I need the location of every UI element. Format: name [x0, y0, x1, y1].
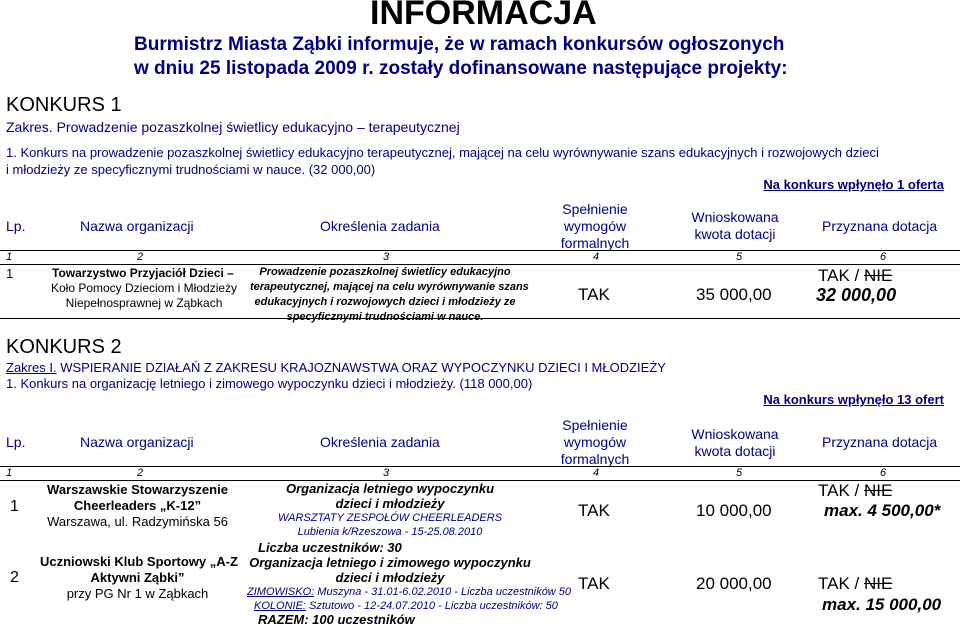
table2-header-org: Nazwa organizacji [80, 434, 194, 450]
header-line-1: Burmistrz Miasta Ząbki informuje, że w ramach konkursów ogłoszonych [134, 34, 785, 55]
table2-row1-no: NIE [863, 481, 893, 500]
table1-header-requested-2: kwota dotacji [694, 226, 776, 242]
table2-row2-task-line-4 [254, 600, 558, 612]
table2-row2-yesno [818, 574, 892, 594]
table2-header-formal-2: wymogów [563, 434, 627, 450]
table2-header-requested-1: Wnioskowana [691, 426, 779, 442]
table2-row1-org-line-2: Cheerleaders „K-12” [73, 498, 202, 513]
table1-rule-bottom [0, 318, 960, 319]
table2-row1-task-line-3: WARSZTATY ZESPOŁÓW CHEERLEADERS [277, 512, 503, 524]
table1-header-formal-3: formalnych [560, 235, 630, 251]
table1-row-yesno [818, 266, 892, 286]
table2-colnum-6: 6 [880, 467, 887, 479]
table2-colnum-2: 2 [137, 467, 144, 479]
konkurs-1-zakres: Zakres. Prowadzenie pozaszkolnej świetlicy edukacyjno – terapeutycznej [6, 119, 460, 135]
table1-header-org: Nazwa organizacji [80, 218, 194, 234]
table2-row1-org-line-3: Warszawa, ul. Radzymińska 56 [47, 514, 228, 529]
table2-row1-task-line-2: dzieci i młodzieży [335, 496, 445, 511]
table2-header-formal-1: Spełnienie [562, 417, 628, 433]
table2-row2-task-line-3-text: Muszyna - 31.01-6.02.2010 - Liczba uczestników 50 [314, 586, 572, 598]
table1-colnum-1: 1 [6, 251, 13, 263]
table2-header-requested-2: kwota dotacji [694, 443, 776, 459]
table2-row1-formal: TAK [578, 501, 610, 520]
konkurs-1-description-1: 1. Konkurs na prowadzenie pozaszkolnej świetlicy edukacyjno terapeutycznej, mającej na celu wyrównywanie szans edukacyjnych i rozwojowych dzieci [6, 145, 879, 160]
table2-row2-formal: TAK [578, 574, 610, 593]
table1-header-task: Określenia zadania [320, 218, 440, 234]
page-title: INFORMACJA [370, 0, 597, 32]
table1-colnum-6: 6 [880, 251, 887, 263]
table2-row2-task-line-1: Organizacja letniego i zimowego wypoczynku [249, 555, 531, 570]
table2-colnum-3: 3 [383, 467, 390, 479]
table2-row2-lp: 2 [10, 569, 19, 586]
table1-colnum-5: 5 [736, 251, 743, 263]
table1-header-granted: Przyznana dotacja [822, 218, 938, 234]
table2-row2-requested: 20 000,00 [696, 574, 772, 593]
table2-row2-yes: TAK / [818, 574, 864, 593]
table2-row1-yes: TAK / [818, 481, 864, 500]
table2-row2-task-line-3 [247, 586, 571, 598]
table1-header-lp: Lp. [6, 218, 26, 234]
table1-row-task-line-4: specyficznymi trudnościami w nauce. [286, 311, 484, 323]
konkurs-2-zakres-text: WSPIERANIE DZIAŁAŃ Z ZAKRESU KRAJOZNAWSTWA ORAZ WYPOCZYNKU DZIECI I MŁODZIEŻY [56, 360, 666, 375]
table2-header-task: Określenia zadania [320, 434, 440, 450]
konkurs-1-heading: KONKURS 1 [6, 94, 122, 116]
table1-row-org-line-1: Towarzystwo Przyjaciół Dzieci – [52, 266, 234, 280]
table2-header-lp: Lp. [6, 434, 26, 450]
table1-row-task-line-1: Prowadzenie pozaszkolnej świetlicy edukacyjno [259, 266, 511, 278]
table2-row2-task-line-4-label: KOLONIE: [254, 600, 306, 612]
table2-row2-org-line-3: przy PG Nr 1 w Ząbkach [66, 586, 209, 601]
table1-row-formal: TAK [578, 285, 610, 304]
table1-row-task-line-2: terapeutycznej, mającej na celu wyrównywanie szans [250, 281, 529, 293]
konkurs-2-heading: KONKURS 2 [6, 336, 122, 358]
table1-row-org-line-3: Niepełnosprawnej w Ząbkach [65, 296, 223, 310]
table2-row2-org-line-1: Uczniowski Klub Sportowy „A-Z [40, 554, 238, 569]
table2-row2-task-line-3-label: ZIMOWISKO: [247, 586, 315, 598]
table2-row2-granted: max. 15 000,00 [822, 595, 942, 614]
table2-colnum-4: 4 [593, 467, 600, 479]
table1-row-requested: 35 000,00 [696, 285, 772, 304]
table1-row-no: NIE [863, 266, 893, 285]
table2-row1-requested: 10 000,00 [696, 501, 772, 520]
table2-row1-org-line-1: Warszawskie Stowarzyszenie [47, 482, 228, 497]
table2-row1-granted: max. 4 500,00* [824, 501, 941, 520]
table1-colnum-2: 2 [137, 251, 144, 263]
table2-colnum-5: 5 [736, 467, 743, 479]
konkurs-2-description: 1. Konkurs na organizację letniego i zimowego wypoczynku dzieci i młodzieży. (118 000,00) [6, 376, 533, 391]
konkurs-1-offers-count: Na konkurs wpłynęło 1 oferta [763, 177, 944, 192]
table2-row1-yesno [818, 481, 892, 501]
table2-row2-task-line-4-text: Sztutowo - 12-24.07.2010 - Liczba uczestników: 50 [305, 600, 558, 612]
table1-row-yes: TAK / [818, 266, 864, 285]
konkurs-2-zakres-label: Zakres I. [6, 360, 57, 375]
table1-colnum-4: 4 [593, 251, 600, 263]
table1-rule-top [0, 250, 960, 251]
konkurs-2-offers-count: Na konkurs wpłynęło 13 ofert [763, 392, 944, 407]
konkurs-1-description-2: i młodzieży ze specyficznymi trudnościami w nauce. (32 000,00) [6, 162, 376, 177]
table2-row2-org-line-2: Aktywni Ząbki” [90, 570, 185, 585]
table1-colnum-3: 3 [383, 251, 390, 263]
table1-row-task-line-3: edukacyjnych i rozwojowych dzieci i młodzieży ze [254, 296, 516, 308]
table2-row1-task-line-1: Organizacja letniego wypoczynku [285, 481, 495, 496]
table1-row-org-line-2: Koło Pomocy Dzieciom i Młodzieży [50, 281, 238, 295]
table2-row1-task-line-4: Lubienia k/Rzeszowa - 15-25.08.2010 [297, 526, 483, 538]
header-line-2: w dniu 25 listopada 2009 r. zostały dofinansowane następujące projekty: [134, 58, 788, 79]
table2-row1-task-line-5: Liczba uczestników: 30 [258, 540, 402, 555]
table2-row2-no: NIE [863, 574, 893, 593]
table1-header-requested-1: Wnioskowana [691, 209, 779, 225]
konkurs-2-zakres [6, 360, 666, 375]
table1-row-lp: 1 [6, 266, 14, 281]
table2-row2-task-line-5: RAZEM: 100 uczestników [258, 612, 415, 627]
table2-header-granted: Przyznana dotacja [822, 434, 938, 450]
table2-header-formal-3: formalnych [560, 451, 630, 467]
table2-colnum-1: 1 [6, 467, 13, 479]
table2-row1-lp: 1 [10, 498, 19, 515]
table1-header-formal-2: wymogów [563, 218, 627, 234]
table2-rule-top [0, 466, 960, 467]
table1-header-formal-1: Spełnienie [562, 201, 628, 217]
table1-row-granted: 32 000,00 [816, 285, 897, 305]
table2-row2-task-line-2: dzieci i młodzieży [335, 570, 445, 585]
